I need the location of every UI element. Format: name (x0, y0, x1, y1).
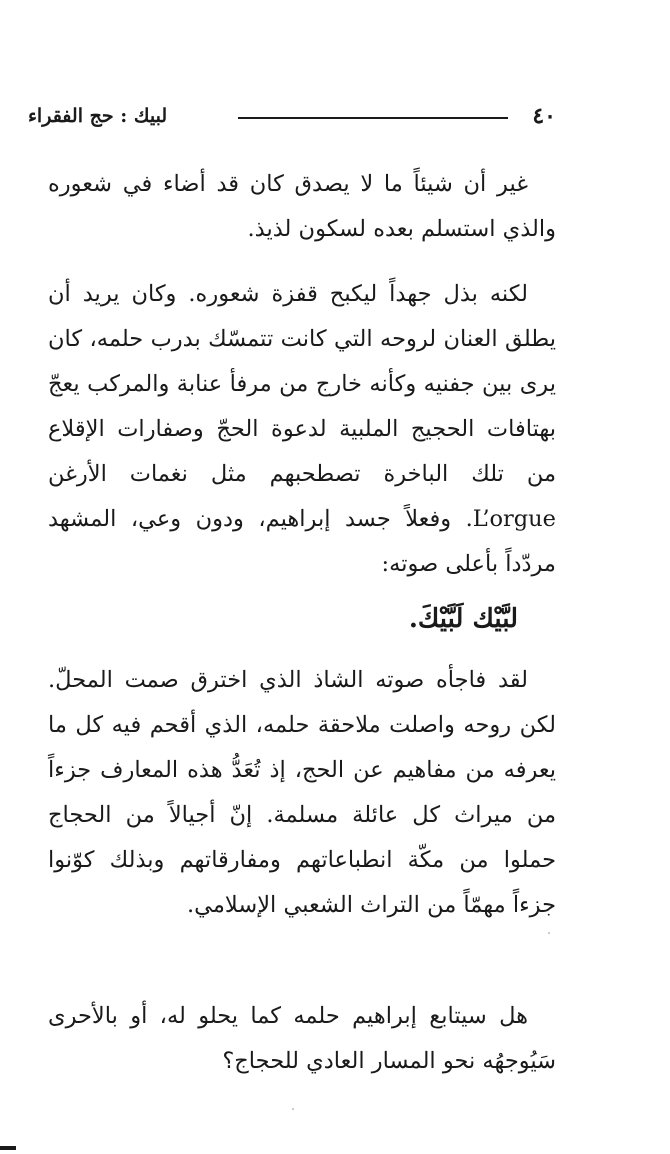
page-header (28, 100, 556, 132)
paragraph-4 (48, 994, 556, 1084)
talbiya-cry: لبَّيْك لَبَّيْكَ. (408, 604, 518, 634)
scan-edge-mark (0, 1146, 16, 1150)
paper-speck (548, 932, 550, 934)
paragraph-text (48, 272, 556, 587)
paragraph-text: هل سيتابع إبراهيم حلمه كما يحلو له، أو بالأحرى سَيُوجهُه نحو المسار العادي للحجاج؟ (48, 1003, 556, 1074)
page-number: ٤٠ (532, 103, 556, 129)
paragraph-3 (48, 658, 556, 928)
paper-speck (292, 1108, 294, 1110)
paragraph-text: لقد فاجأه صوته الشاذ الذي اخترق صمت المحلّ. لكن روحه واصلت ملاحقة حلمه، الذي أقحم فيه كل ما يعرفه من مفاهيم عن الحج، إذ تُعَدُّ هذه المعارف جزءاً من ميراث كل عائلة مسلمة. إنّ أجيالاً من الحجاج حملوا من مكّة انطباعاتهم ومفارقاتهم وبذلك كوّنوا جزءاً مهمّاً من التراث الشعبي الإسلامي. (48, 667, 556, 918)
paragraph-text-before: لكنه بذل جهداً ليكبح قفزة شعوره. وكان يريد أن يطلق العنان لروحه التي كانت تتمسّك بدرب حلمه، كان يرى بين جفنيه وكأنه خارج من مرفأ عنابة والمركب يعجّ بهتافات الحجيج الملبية لدعوة الحجّ وصفارات الإقلاع من تلك الباخرة تصطحبهم مثل نغمات الأرغن (48, 281, 556, 487)
paragraph-text-after: . وفعلاً جسد إبراهيم، ودون وعي، المشهد مردّداً بأعلى صوته: (48, 506, 556, 577)
paragraph-2 (48, 272, 556, 587)
paragraph-1 (48, 162, 556, 252)
header-rule (238, 117, 508, 119)
latin-term: L’orgue (472, 506, 556, 532)
running-title: لبيك : حج الفقراء (28, 105, 168, 127)
paragraph-text: غير أن شيئاً ما لا يصدق كان قد أضاء في شعوره والذي استسلم بعده لسكون لذيذ. (48, 171, 556, 242)
